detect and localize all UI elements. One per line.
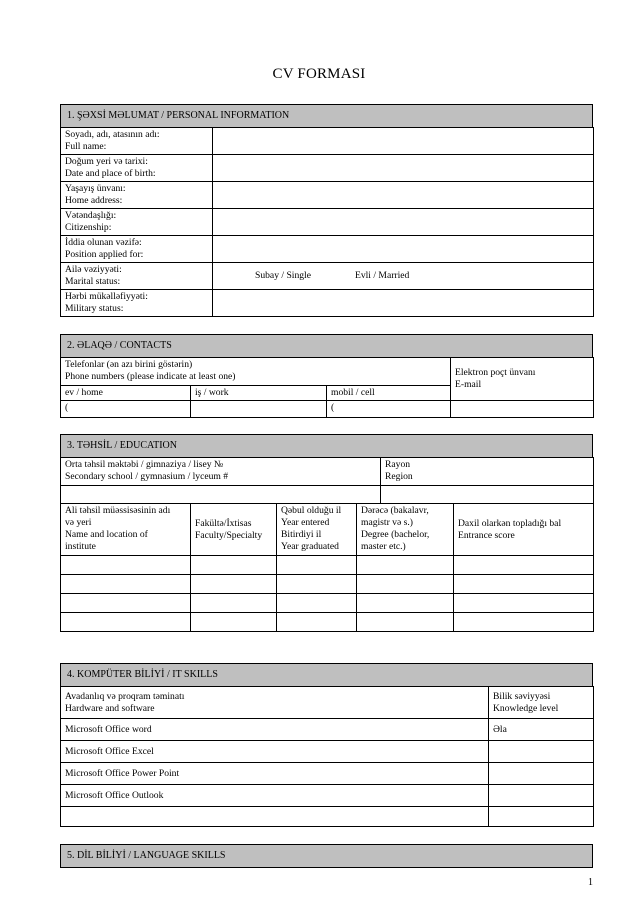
it-skills-table [60, 686, 594, 827]
table-row [61, 556, 594, 575]
full-name-field[interactable] [213, 128, 594, 155]
section-education-header: 3. TƏHSİL / EDUCATION [60, 434, 593, 458]
label-military: Hərbi mükəlləfiyyəti: Military status: [61, 290, 213, 317]
email-field[interactable] [451, 401, 594, 418]
university-header: Ali təhsil müəssisəsinin adı və yeri Name and location of institute [61, 504, 191, 556]
table-row [61, 741, 594, 763]
page-number: 1 [588, 877, 593, 888]
work-phone-field[interactable] [191, 401, 327, 418]
it-skill-name[interactable]: Microsoft Office Excel [61, 741, 489, 763]
region-label: Rayon Region [381, 458, 594, 486]
personal-info-table [60, 127, 594, 317]
home-phone-field[interactable]: ( [61, 401, 191, 418]
section-contacts-header: 2. ƏLAQƏ / CONTACTS [60, 334, 593, 358]
it-skill-level[interactable] [489, 763, 594, 785]
page-title: CV FORMASI [272, 66, 366, 82]
birth-field[interactable] [213, 155, 594, 182]
home-phone-label: ev / home [61, 386, 191, 401]
label-full-name: Soyadı, adı, atasının adı: Full name: [61, 128, 213, 155]
table-row [61, 719, 594, 741]
label-citizenship: Vətəndaşlığı: Citizenship: [61, 209, 213, 236]
faculty-header: Fakültə/İxtisas Faculty/Specialty [191, 504, 277, 556]
mobile-phone-field[interactable]: ( [327, 401, 451, 418]
address-field[interactable] [213, 182, 594, 209]
table-row [61, 763, 594, 785]
label-birth: Doğum yeri və tarixi: Date and place of birth: [61, 155, 213, 182]
it-skill-level[interactable] [489, 785, 594, 807]
hardware-software-header: Avadanlıq və proqram təminatı Hardware and software [61, 687, 489, 719]
work-phone-label: iş / work [191, 386, 327, 401]
it-skill-name[interactable]: Microsoft Office Power Point [61, 763, 489, 785]
table-row [61, 575, 594, 594]
table-row [61, 807, 594, 827]
email-label: Elektron poçt ünvanı E-mail [451, 358, 594, 401]
label-position: İddia olunan vəzifə: Position applied for: [61, 236, 213, 263]
military-field[interactable] [213, 290, 594, 317]
school-field[interactable] [61, 486, 381, 504]
it-skill-name[interactable]: Microsoft Office Outlook [61, 785, 489, 807]
label-address: Yaşayış ünvanı: Home address: [61, 182, 213, 209]
contacts-table [60, 357, 594, 418]
years-header: Qəbul olduğu il Year entered Bitirdiyi il Year graduated [277, 504, 357, 556]
table-row [61, 613, 594, 632]
marital-field[interactable] [213, 263, 594, 290]
region-field[interactable] [381, 486, 594, 504]
citizenship-field[interactable] [213, 209, 594, 236]
marital-married-option[interactable]: Evli / Married [354, 270, 410, 281]
table-row [61, 594, 594, 613]
it-skill-level[interactable] [489, 807, 594, 827]
section-personal-header: 1. ŞƏXSİ MƏLUMAT / PERSONAL INFORMATION [60, 104, 593, 128]
phone-label: Telefonlar (ən azı birini göstərin) Phone numbers (please indicate at least one) [61, 358, 451, 386]
school-label: Orta təhsil məktəbi / gimnaziya / lisey № Secondary school / gymnasium / lyceum # [61, 458, 381, 486]
section-language-header: 5. DİL BİLİYİ / LANGUAGE SKILLS [60, 844, 593, 868]
knowledge-level-header: Bilik səviyyəsi Knowledge level [489, 687, 594, 719]
degree-header: Dərəcə (bakalavr, magistr və s.) Degree (bachelor, master etc.) [357, 504, 454, 556]
it-skill-name[interactable]: Microsoft Office word [61, 719, 489, 741]
it-skill-level[interactable] [489, 741, 594, 763]
it-skill-level[interactable]: Əla [489, 719, 594, 741]
education-school-table [60, 457, 594, 504]
marital-single-option[interactable]: Subay / Single [255, 270, 311, 281]
education-university-table [60, 503, 594, 632]
section-it-skills-header: 4. KOMPÜTER BİLİYİ / IT SKILLS [60, 663, 593, 687]
label-marital: Ailə vəziyyəti: Marital status: [61, 263, 213, 290]
entrance-score-header: Daxil olarkən topladığı bal Entrance score [454, 504, 594, 556]
position-field[interactable] [213, 236, 594, 263]
table-row [61, 785, 594, 807]
it-skill-name[interactable] [61, 807, 489, 827]
mobile-phone-label: mobil / cell [327, 386, 451, 401]
